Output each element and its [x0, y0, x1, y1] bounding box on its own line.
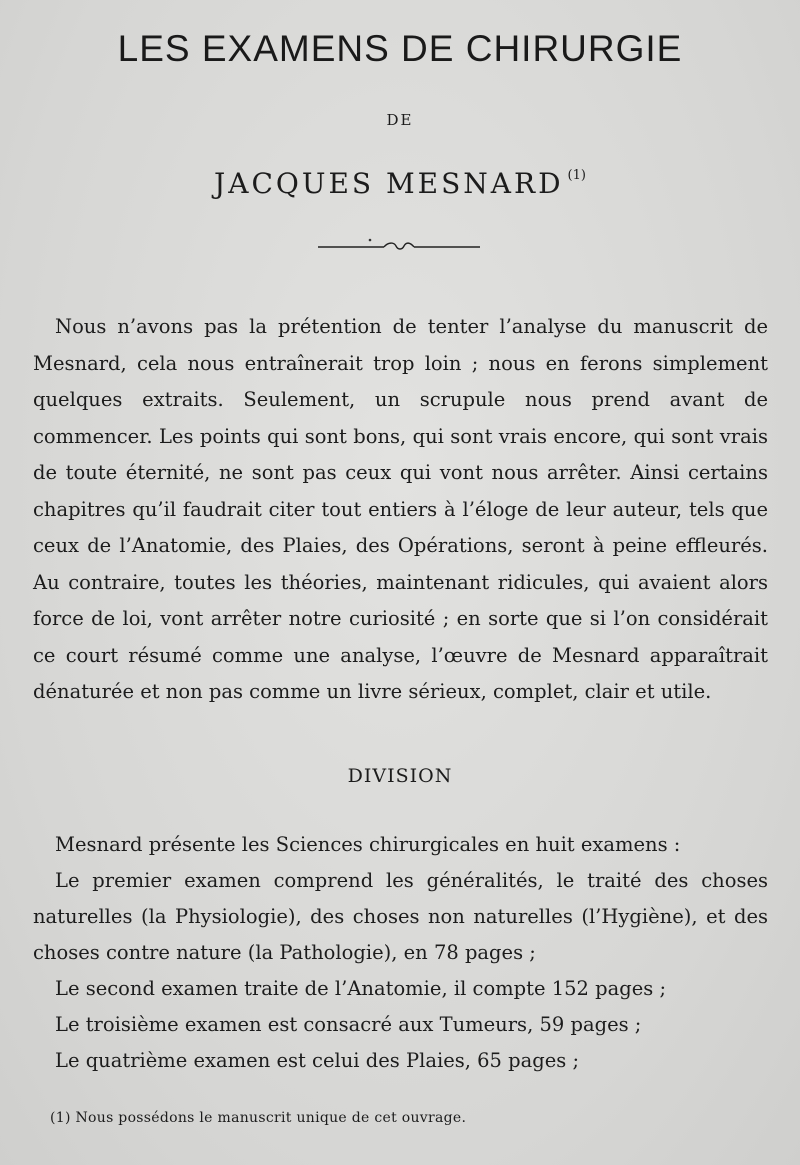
- page-title: LES EXAMENS DE CHIRURGIE: [117, 28, 683, 69]
- intro-paragraph: Nous n’avons pas la prétention de tenter l’analyse du manuscrit de Mesnard, cela nous entraînerait trop loin ; nous en ferons simplement quelques extraits. Seulement, un scrupule nous prend avant de commencer. Les points qui sont bons, qui sont vrais encore, qui sont vrais de toute éternité, ne sont pas ceux qui vont nous arrêter. Ainsi certains chapitres qu’il faudrait citer tout entiers à l’éloge de leur auteur, tels que ceux de l’Anatomie, des Plaies, des Opérations, seront à peine effleurés. Au contraire, toutes les théories, maintenant ridicules, qui avaient alors force de loi, vont arrêter notre curiosité ; en sorte que si l’on considérait ce court résumé comme une analyse, l’œuvre de Mesnard apparaîtrait dénaturée et non pas comme un livre sérieux, complet, clair et utile.: [33, 315, 768, 703]
- author-name: [0, 167, 800, 200]
- ornament-divider-icon: [318, 238, 480, 254]
- list-item: Le premier examen comprend les généralités, le traité des choses naturelles (la Physiologie), des choses non naturelles (l’Hygiène), et des choses contre nature (la Pathologie), en 78 pages ;: [33, 869, 768, 964]
- section-heading-division: DIVISION: [347, 765, 453, 787]
- list-item: Le troisième examen est consacré aux Tumeurs, 59 pages ;: [55, 1013, 642, 1036]
- footnote: (1) Nous possédons le manuscrit unique de cet ouvrage.: [50, 1110, 467, 1126]
- examens-list: [33, 827, 768, 1079]
- author-name-text: JACQUES MESNARD: [214, 167, 564, 200]
- title-connector: DE: [386, 111, 414, 129]
- list-item: Mesnard présente les Sciences chirurgicales en huit examens :: [55, 833, 681, 856]
- footnote-marker: (1): [567, 168, 586, 183]
- list-item: Le quatrième examen est celui des Plaies, 65 pages ;: [55, 1049, 580, 1072]
- list-item: Le second examen traite de l’Anatomie, il compte 152 pages ;: [55, 977, 667, 1000]
